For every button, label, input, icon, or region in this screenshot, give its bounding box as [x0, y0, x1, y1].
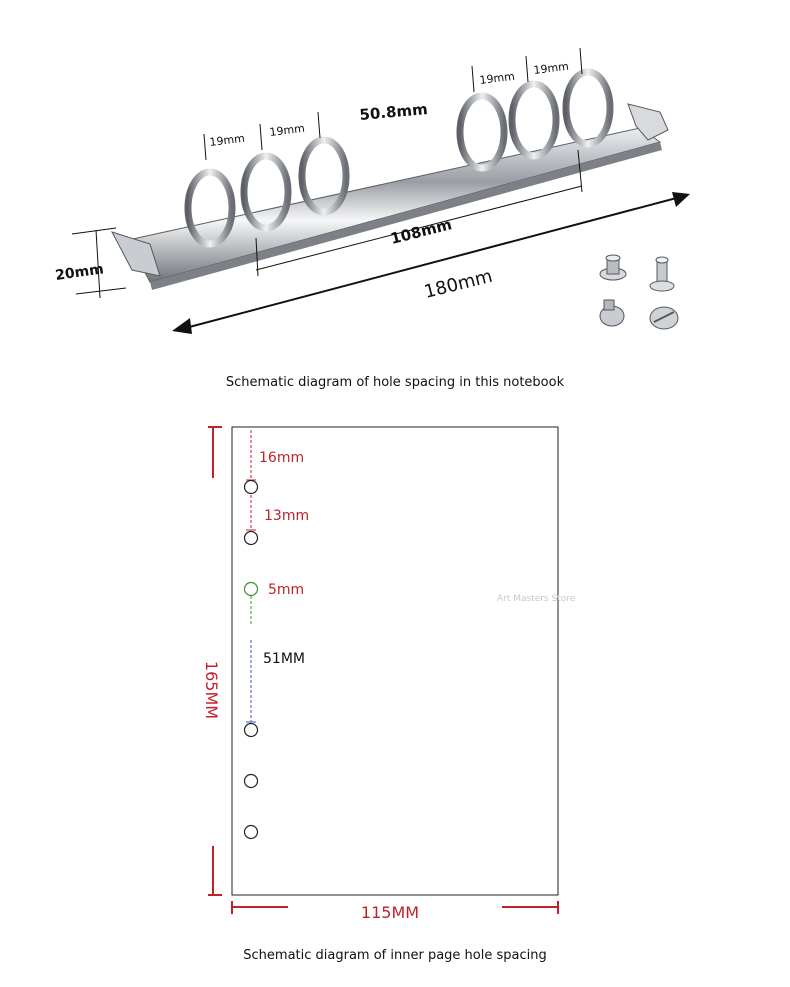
height-label: 165MM	[202, 660, 221, 720]
arrowhead-right	[672, 192, 690, 207]
punch-hole	[245, 826, 258, 839]
page-caption: Schematic diagram of inner page hole spacing	[243, 948, 547, 963]
hole-diameter-label: 5mm	[268, 582, 305, 598]
punch-hole-highlight	[245, 583, 258, 596]
group-gap-label: 50.8mm	[358, 100, 429, 124]
binder-ring	[512, 84, 556, 156]
ring-span-label: 108mm	[388, 215, 454, 248]
ring-pitch-label: 19mm	[532, 59, 570, 77]
screw-post	[656, 257, 668, 263]
binder-bar-edge	[150, 142, 662, 290]
ring-pitch-label: 19mm	[268, 121, 306, 139]
binder-bar	[128, 128, 660, 282]
pitch-tick	[260, 124, 262, 150]
extension-line	[72, 228, 116, 234]
top-margin-label: 16mm	[259, 450, 305, 466]
binder-caption: Schematic diagram of hole spacing in this notebook	[225, 375, 565, 390]
pitch-tick	[204, 134, 206, 160]
width-label: 20mm	[54, 261, 105, 284]
binder-ring	[460, 96, 504, 168]
ring-pitch-label: 19mm	[478, 69, 516, 87]
total-length-label: 180mm	[422, 265, 495, 303]
binder-ring	[566, 72, 610, 144]
extension-line	[76, 288, 126, 294]
punch-hole	[245, 775, 258, 788]
width-label: 115MM	[360, 903, 420, 922]
punch-hole	[245, 724, 258, 737]
hole-pitch-label: 13mm	[264, 508, 310, 524]
binder-screws	[600, 255, 678, 329]
pitch-tick	[526, 56, 528, 82]
pitch-tick	[318, 112, 320, 138]
inner-page-illustration	[202, 427, 576, 922]
pitch-tick	[472, 66, 474, 92]
watermark: Art Masters Store	[497, 594, 576, 604]
arrowhead-left	[172, 318, 192, 334]
punch-hole	[245, 481, 258, 494]
screw-head	[604, 300, 614, 310]
punch-hole	[245, 532, 258, 545]
screw-post	[650, 281, 674, 291]
ring-binder-illustration	[54, 48, 690, 334]
screw-post	[606, 255, 620, 261]
group-gap-label: 51MM	[263, 651, 305, 667]
ring-pitch-label: 19mm	[208, 131, 246, 149]
